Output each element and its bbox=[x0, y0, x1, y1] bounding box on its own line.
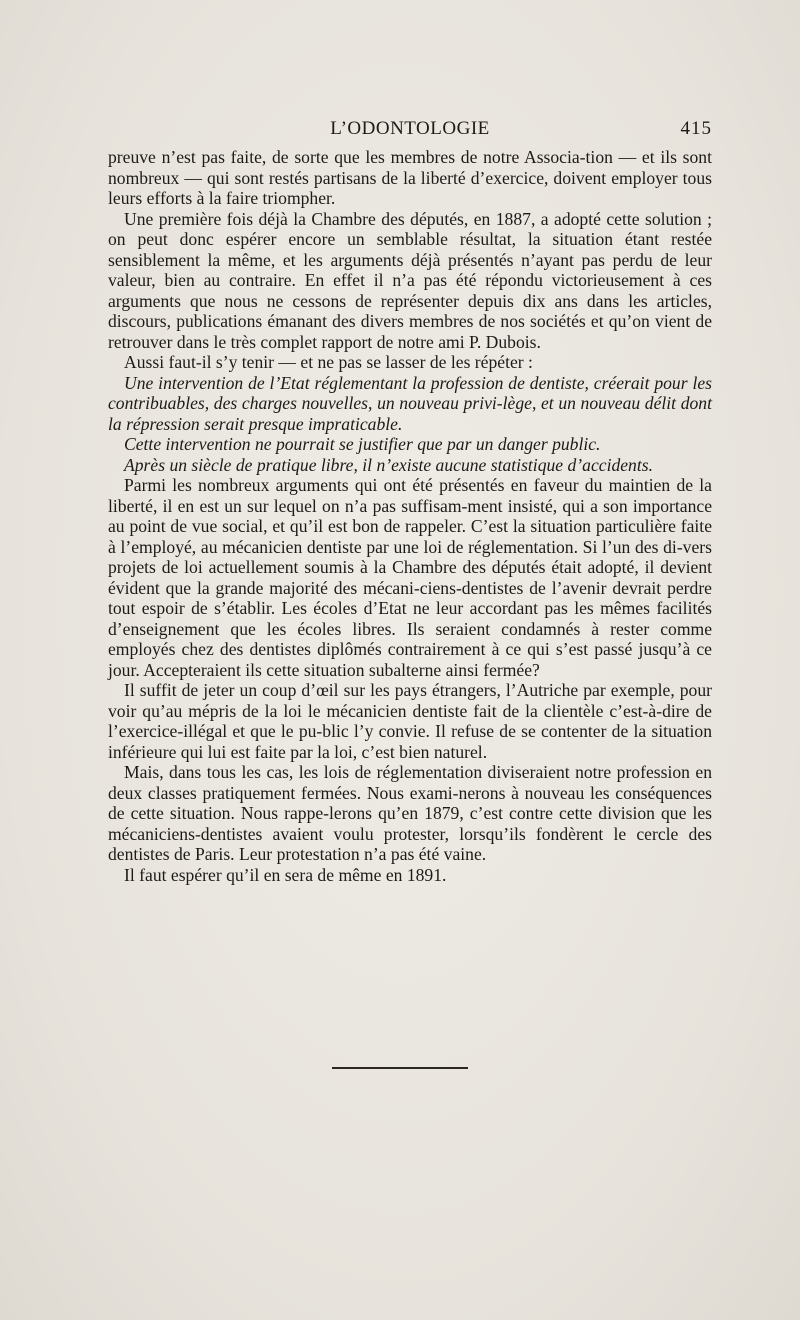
italic-paragraph: Cette intervention ne pourrait se justifier que par un danger public. bbox=[124, 434, 601, 454]
running-title: L’ODONTOLOGIE bbox=[330, 118, 490, 139]
page-number: 415 bbox=[680, 118, 712, 139]
paragraph: Mais, dans tous les cas, les lois de réglementation diviseraient notre profession en deux classes pratiquement fermées. Nous exami-nerons à nouveau les conséquences de cette situation. Nous rappe-lerons qu’en 1879, c’est contre cette division que les mécaniciens-dentistes avaient voulu protester, lorsqu’ils fondèrent le cercle des dentistes de Paris. Leur protestation n’a pas été vaine. bbox=[108, 762, 712, 864]
section-divider bbox=[332, 1067, 468, 1069]
paragraph: Une première fois déjà la Chambre des députés, en 1887, a adopté cette solution ; on peut donc espérer encore un semblable résultat, la situation étant restée sensiblement la même, et les arguments déjà présentés n’ayant pas perdu de leur valeur, bien au contraire. En effet il n’a pas été répondu victorieusement à ces arguments que nous ne cessons de représenter depuis dix ans dans les articles, discours, publications émanant des divers membres de nos sociétés et qu’on vient de retrouver dans le très complet rapport de notre ami P. Dubois. bbox=[108, 208, 712, 352]
paragraph: Aussi faut-il s’y tenir — et ne pas se lasser de les répéter : bbox=[124, 352, 533, 372]
paragraph: Parmi les nombreux arguments qui ont été présentés en faveur du maintien de la liberté, il en est un sur lequel on n’a pas suffisam-ment insisté, qui a son importance au point de vue social, et qu’il est bon de rappeler. C’est la situation particulière faite à l’employé, au mécanicien dentiste par une loi de réglementation. Si l’un des di-vers projets de loi actuellement soumis à la Chambre des députés était adopté, il devient évident que la grande majorité des mécani-ciens-dentistes de l’avenir devrait perdre tout espoir de s’établir. Les écoles d’Etat ne leur accordant pas les mêmes facilités d’enseignement que les écoles libres. Ils seraient condamnés à rester comme employés chez des dentistes diplômés contrairement à ce qui s’est passé jusqu’à ce jour. Accepteraient ils cette situation subalterne ainsi fermée? bbox=[108, 475, 712, 680]
italic-paragraph: Une intervention de l’Etat réglementant la profession de dentiste, créerait pour les contribuables, des charges nouvelles, un nouveau privi-lège, et un nouveau délit dont la répression serait presque impraticable. bbox=[108, 372, 712, 434]
page-header bbox=[108, 118, 712, 144]
body-text bbox=[108, 147, 712, 885]
paragraph-continued: preuve n’est pas faite, de sorte que les membres de notre Associa-tion — et ils sont nombreux — qui sont restés partisans de la liberté d’exercice, doivent employer tous leurs efforts à la faire triompher. bbox=[108, 147, 712, 208]
paragraph: Il suffit de jeter un coup d’œil sur les pays étrangers, l’Autriche par exemple, pour voir qu’au mépris de la loi le mécanicien dentiste fait de la clientèle c’est-à-dire de l’exercice-illégal et que le pu-blic l’y convie. Il refuse de se contenter de la situation inférieure qui lui est faite par la loi, c’est bien naturel. bbox=[108, 680, 712, 762]
paragraph: Il faut espérer qu’il en sera de même en 1891. bbox=[124, 864, 447, 885]
italic-paragraph: Après un siècle de pratique libre, il n’existe aucune statistique d’accidents. bbox=[124, 454, 653, 475]
